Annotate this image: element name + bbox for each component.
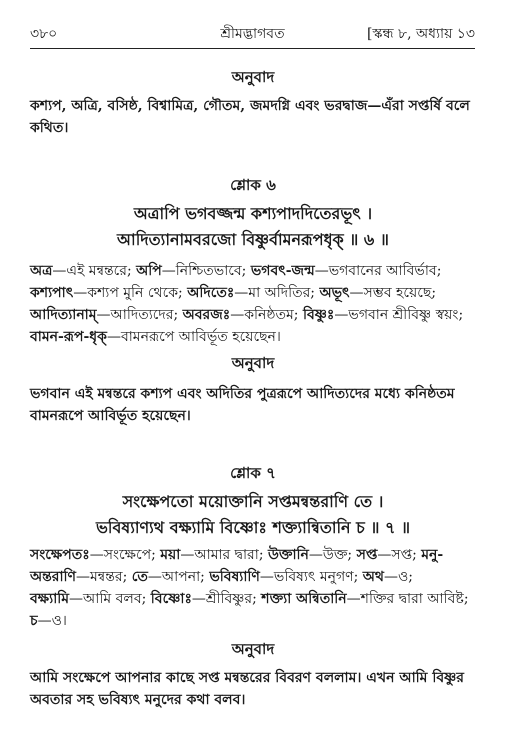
synonym-line: অত্র—এই মন্বন্তরে; অপি—নিশ্চিতভাবে; ভগবৎ-জন্ম—ভগবানের আবির্ভাব; — [30, 263, 442, 279]
synonym-line: অন্তরাণি—মন্বন্তর; তে—আপনা; ভবিষ্যাণি—ভবিষ্যৎ মনুগণ; অথ—ও; — [30, 569, 414, 585]
translation-heading: অনুবাদ — [231, 640, 275, 658]
translation-section-6 — [30, 352, 476, 427]
translation-text: কশ্যপ, অত্রি, বসিষ্ঠ, বিশ্বামিত্র, গৌতম, জমদগ্নি এবং ভরদ্বাজ—এঁরা সপ্তর্ষি বলে কথিত। — [30, 98, 470, 136]
synonym-line: বক্ষ্যামি—আমি বলব; বিষ্ণোঃ—শ্রীবিষ্ণুর; শক্ত্যা অন্বিতানি—শক্তির দ্বারা আবিষ্ট; — [30, 591, 469, 607]
sloka-6-section — [30, 174, 476, 253]
translation-section-5 — [30, 66, 476, 139]
sloka-verse: সংক্ষেপতো ময়োক্তানি সপ্তমন্বন্তরাণি তে । ভবিষ্যাণ্যথ বক্ষ্যামি বিষ্ণোঃ শক্ত্যান্বিতানি চ ॥ ৭ ॥ — [95, 492, 411, 537]
sloka-heading: শ্লোক ৭ — [230, 464, 276, 482]
translation-text: আমি সংক্ষেপে আপনার কাছে সপ্ত মন্বন্তরের বিবরণ বললাম। এখন আমি বিষ্ণুর অবতার সহ ভবিষ্যৎ মনুদের কথা বলব। — [30, 670, 464, 708]
synonym-line: বামন-রূপ-ধৃক্—বামনরূপে আবির্ভূত হয়েছেন। — [30, 329, 281, 345]
synonym-line: কশ্যপাৎ—কশ্যপ মুনি থেকে; অদিতেঃ—মা অদিতির; অভূৎ—সম্ভব হয়েছে; — [30, 285, 437, 301]
synonym-line: সংক্ষেপতঃ—সংক্ষেপে; ময়া—আমার দ্বারা; উক্তানি—উক্ত; সপ্ত—সপ্ত; মনু- — [30, 547, 444, 563]
translation-heading: অনুবাদ — [231, 68, 275, 86]
sloka-heading: শ্লোক ৬ — [230, 176, 276, 194]
sloka-7-section — [30, 462, 476, 541]
sloka-verse: অত্রাপি ভগবজ্জন্ম কশ্যপাদদিতেরভূৎ । আদিত্যানামবরজো বিষ্ণুর্বামনরূপধৃক্ ॥ ৬ ॥ — [117, 204, 389, 249]
translation-text: ভগবান এই মন্বন্তরে কশ্যপ এবং অদিতির পুত্ররূপে আদিত্যদের মধ্যে কনিষ্ঠতম বামনরূপে আবির্ভূত হয়েছেন। — [30, 386, 455, 424]
page-number: ৩৮০ — [30, 26, 58, 42]
translation-heading: অনুবাদ — [231, 354, 275, 372]
page-header — [30, 22, 475, 42]
translation-section-7 — [30, 638, 476, 711]
chapter-reference: [স্কন্ধ ৮, অধ্যায় ১৩ — [366, 26, 475, 42]
synonyms-7 — [30, 544, 476, 632]
header-rule — [30, 48, 475, 49]
synonym-line: চ—ও। — [30, 613, 67, 629]
synonym-line: আদিত্যানাম্—আদিত্যদের; অবরজঃ—কনিষ্ঠতম; বিষ্ণুঃ—ভগবান শ্রীবিষ্ণু স্বয়ং; — [30, 307, 464, 323]
synonyms-6 — [30, 260, 476, 348]
book-title: শ্রীমদ্ভাগবত — [220, 26, 285, 42]
